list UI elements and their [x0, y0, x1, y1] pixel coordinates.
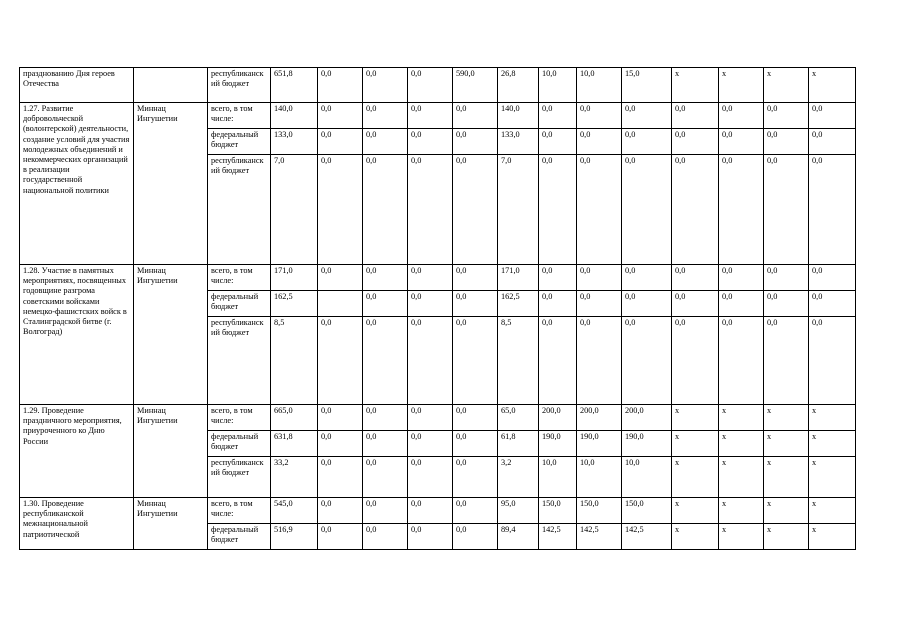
value-cell: 150,0 [539, 498, 577, 524]
value-cell: 0,0 [764, 129, 809, 155]
executor-cell: Миннац Ингушетии [134, 405, 208, 498]
value-cell: 0,0 [809, 317, 856, 405]
funding-source-cell: республиканский бюджет [208, 457, 271, 498]
value-cell: х [672, 405, 719, 431]
value-cell: х [809, 457, 856, 498]
value-cell: 0,0 [363, 265, 408, 291]
value-cell: х [719, 68, 764, 103]
value-cell: 0,0 [408, 317, 453, 405]
value-cell: 0,0 [453, 498, 498, 524]
value-cell: 0,0 [577, 103, 622, 129]
value-cell: 150,0 [622, 498, 672, 524]
value-cell: 0,0 [453, 405, 498, 431]
value-cell: 0,0 [539, 317, 577, 405]
value-cell: 0,0 [764, 265, 809, 291]
executor-cell: Миннац Ингушетии [134, 498, 208, 550]
value-cell: 10,0 [577, 68, 622, 103]
value-cell: 0,0 [539, 155, 577, 265]
value-cell: 0,0 [453, 265, 498, 291]
value-cell: 0,0 [363, 68, 408, 103]
funding-source-cell: всего, в том числе: [208, 265, 271, 291]
value-cell: 0,0 [408, 129, 453, 155]
value-cell: 142,5 [539, 524, 577, 550]
value-cell: 0,0 [764, 103, 809, 129]
value-cell: 171,0 [271, 265, 318, 291]
value-cell: 190,0 [577, 431, 622, 457]
value-cell: 0,0 [764, 317, 809, 405]
value-cell: 15,0 [622, 68, 672, 103]
value-cell: х [809, 405, 856, 431]
value-cell: 0,0 [318, 405, 363, 431]
value-cell: 0,0 [408, 524, 453, 550]
value-cell: х [809, 431, 856, 457]
value-cell: 0,0 [719, 129, 764, 155]
value-cell: 0,0 [363, 155, 408, 265]
value-cell: х [672, 431, 719, 457]
value-cell: 0,0 [318, 265, 363, 291]
funding-source-cell: федеральный бюджет [208, 291, 271, 317]
value-cell: х [672, 524, 719, 550]
value-cell: 0,0 [809, 155, 856, 265]
funding-source-cell: федеральный бюджет [208, 524, 271, 550]
value-cell: 0,0 [363, 291, 408, 317]
value-cell: х [764, 68, 809, 103]
value-cell: х [719, 498, 764, 524]
value-cell: 0,0 [318, 129, 363, 155]
activity-cell: 1.29. Проведение праздничного мероприятия, приуроченного ко Дню России [20, 405, 134, 498]
value-cell: 0,0 [408, 155, 453, 265]
value-cell: 651,8 [271, 68, 318, 103]
value-cell: 0,0 [719, 103, 764, 129]
value-cell: 0,0 [363, 457, 408, 498]
value-cell: х [809, 498, 856, 524]
value-cell: 0,0 [408, 291, 453, 317]
value-cell: 0,0 [318, 155, 363, 265]
table-row [20, 68, 856, 103]
activity-cell: 1.30. Проведение республиканской межнациональной патриотической [20, 498, 134, 550]
value-cell: 162,5 [271, 291, 318, 317]
value-cell: х [672, 457, 719, 498]
executor-cell: Миннац Ингушетии [134, 265, 208, 405]
value-cell: х [719, 524, 764, 550]
value-cell: 0,0 [539, 129, 577, 155]
value-cell: 0,0 [672, 129, 719, 155]
value-cell: 3,2 [498, 457, 539, 498]
value-cell: 8,5 [498, 317, 539, 405]
value-cell: 33,2 [271, 457, 318, 498]
value-cell: 0,0 [453, 317, 498, 405]
table-row [20, 405, 856, 431]
value-cell: 0,0 [719, 155, 764, 265]
value-cell: 10,0 [539, 457, 577, 498]
funding-source-cell: федеральный бюджет [208, 431, 271, 457]
value-cell [318, 291, 363, 317]
value-cell: 0,0 [539, 291, 577, 317]
value-cell: 0,0 [318, 103, 363, 129]
value-cell: х [764, 405, 809, 431]
value-cell: 142,5 [577, 524, 622, 550]
value-cell: 590,0 [453, 68, 498, 103]
table-row [20, 498, 856, 524]
value-cell: х [719, 431, 764, 457]
value-cell: 0,0 [539, 265, 577, 291]
value-cell: х [809, 524, 856, 550]
value-cell: 0,0 [672, 317, 719, 405]
value-cell: 0,0 [453, 129, 498, 155]
value-cell: 0,0 [719, 291, 764, 317]
value-cell: х [764, 524, 809, 550]
value-cell: 0,0 [809, 129, 856, 155]
value-cell: 0,0 [318, 431, 363, 457]
value-cell: 0,0 [577, 317, 622, 405]
funding-source-cell: всего, в том числе: [208, 405, 271, 431]
value-cell: 0,0 [577, 265, 622, 291]
value-cell: 0,0 [318, 457, 363, 498]
value-cell: 0,0 [719, 265, 764, 291]
value-cell: 0,0 [408, 103, 453, 129]
value-cell: 0,0 [453, 103, 498, 129]
value-cell: 0,0 [719, 317, 764, 405]
value-cell: 150,0 [577, 498, 622, 524]
value-cell: 0,0 [622, 129, 672, 155]
value-cell: 0,0 [672, 265, 719, 291]
value-cell: 26,8 [498, 68, 539, 103]
value-cell: 162,5 [498, 291, 539, 317]
value-cell: 10,0 [622, 457, 672, 498]
value-cell: х [672, 498, 719, 524]
value-cell: 0,0 [622, 103, 672, 129]
value-cell: 0,0 [577, 155, 622, 265]
value-cell: 8,5 [271, 317, 318, 405]
value-cell: 0,0 [453, 291, 498, 317]
value-cell: 133,0 [498, 129, 539, 155]
value-cell: х [719, 405, 764, 431]
value-cell: 171,0 [498, 265, 539, 291]
value-cell: 516,9 [271, 524, 318, 550]
value-cell: 10,0 [577, 457, 622, 498]
value-cell: 0,0 [672, 155, 719, 265]
value-cell: 0,0 [809, 291, 856, 317]
value-cell: 0,0 [408, 457, 453, 498]
value-cell: 0,0 [363, 317, 408, 405]
value-cell: 0,0 [453, 431, 498, 457]
funding-source-cell: всего, в том числе: [208, 103, 271, 129]
value-cell: 0,0 [363, 524, 408, 550]
value-cell: х [719, 457, 764, 498]
value-cell: 0,0 [809, 265, 856, 291]
value-cell: 65,0 [498, 405, 539, 431]
value-cell: 0,0 [622, 317, 672, 405]
value-cell: 140,0 [271, 103, 318, 129]
value-cell: х [764, 457, 809, 498]
value-cell: 190,0 [622, 431, 672, 457]
table-row [20, 265, 856, 291]
activity-cell: празднованию Дня героев Отечества [20, 68, 134, 103]
value-cell: х [672, 68, 719, 103]
value-cell: х [809, 68, 856, 103]
value-cell: 0,0 [408, 498, 453, 524]
value-cell: 631,8 [271, 431, 318, 457]
value-cell: 0,0 [577, 291, 622, 317]
value-cell: 0,0 [764, 155, 809, 265]
executor-cell: Миннац Ингушетии [134, 103, 208, 265]
funding-source-cell: республиканский бюджет [208, 155, 271, 265]
value-cell: 0,0 [363, 431, 408, 457]
executor-cell [134, 68, 208, 103]
value-cell: 0,0 [408, 265, 453, 291]
value-cell: 0,0 [318, 498, 363, 524]
value-cell: 0,0 [672, 103, 719, 129]
funding-source-cell: республиканский бюджет [208, 317, 271, 405]
value-cell: 0,0 [408, 431, 453, 457]
value-cell: 0,0 [809, 103, 856, 129]
value-cell: 200,0 [622, 405, 672, 431]
value-cell: 0,0 [318, 524, 363, 550]
value-cell: 0,0 [363, 405, 408, 431]
value-cell: 7,0 [498, 155, 539, 265]
value-cell: 665,0 [271, 405, 318, 431]
value-cell: 0,0 [622, 265, 672, 291]
funding-source-cell: республиканский бюджет [208, 68, 271, 103]
value-cell: 0,0 [453, 524, 498, 550]
table-body [20, 68, 856, 550]
value-cell: 0,0 [363, 129, 408, 155]
value-cell: 190,0 [539, 431, 577, 457]
value-cell: 0,0 [672, 291, 719, 317]
funding-source-cell: всего, в том числе: [208, 498, 271, 524]
value-cell: 142,5 [622, 524, 672, 550]
value-cell: 0,0 [622, 291, 672, 317]
value-cell: 0,0 [363, 103, 408, 129]
value-cell: 0,0 [453, 155, 498, 265]
value-cell: 0,0 [318, 317, 363, 405]
value-cell: 200,0 [577, 405, 622, 431]
budget-table [19, 67, 856, 550]
value-cell: 0,0 [318, 68, 363, 103]
value-cell: 200,0 [539, 405, 577, 431]
value-cell: 0,0 [408, 405, 453, 431]
value-cell: 0,0 [539, 103, 577, 129]
value-cell: 10,0 [539, 68, 577, 103]
value-cell: 0,0 [764, 291, 809, 317]
value-cell: х [764, 431, 809, 457]
value-cell: 0,0 [622, 155, 672, 265]
value-cell: 133,0 [271, 129, 318, 155]
value-cell: х [764, 498, 809, 524]
value-cell: 61,8 [498, 431, 539, 457]
table-row [20, 103, 856, 129]
value-cell: 0,0 [577, 129, 622, 155]
value-cell: 7,0 [271, 155, 318, 265]
value-cell: 0,0 [453, 457, 498, 498]
funding-source-cell: федеральный бюджет [208, 129, 271, 155]
activity-cell: 1.27. Развитие добровольческой (волонтерской) деятельности, создание условий для участия молодежных объединений и некоммерческих организаций в реализации государственной национальной политики [20, 103, 134, 265]
value-cell: 0,0 [408, 68, 453, 103]
value-cell: 545,0 [271, 498, 318, 524]
value-cell: 95,0 [498, 498, 539, 524]
value-cell: 89,4 [498, 524, 539, 550]
value-cell: 0,0 [363, 498, 408, 524]
value-cell: 140,0 [498, 103, 539, 129]
activity-cell: 1.28. Участие в памятных мероприятиях, посвященных годовщине разгрома советскими войсками немецко-фашистских войск в Сталинградской битве (г. Волгоград) [20, 265, 134, 405]
